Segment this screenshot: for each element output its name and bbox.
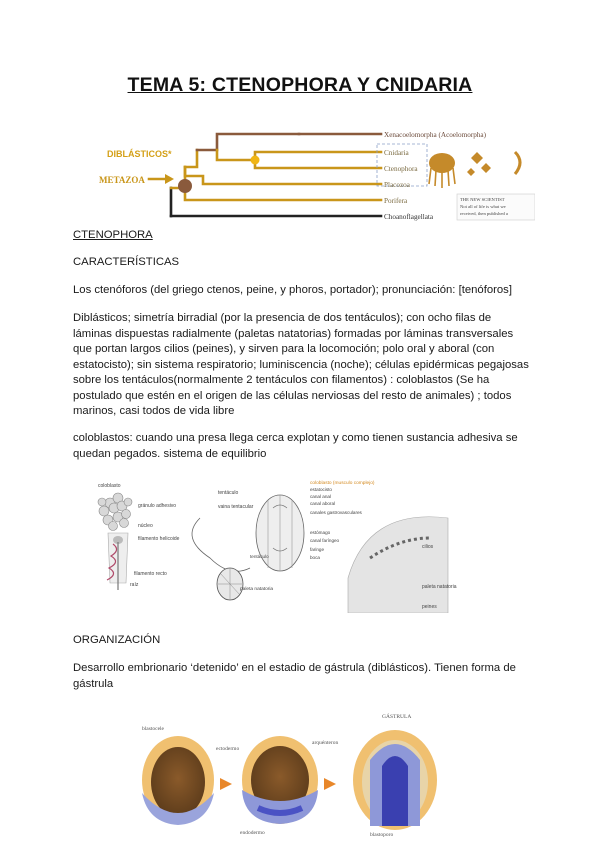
label-filamento-helicoide: filamento helicoide (138, 536, 180, 542)
label-canal-aboral: canal aboral (310, 501, 336, 506)
label-estatocisto: estatocisto (310, 487, 332, 492)
label-arquenteron: arquénteron (312, 740, 339, 746)
label-nucleo: núcleo (138, 523, 153, 529)
comb-row-illustration (348, 517, 457, 613)
label-coloblasto: coloblasto (98, 483, 121, 489)
label-boca: boca (310, 555, 320, 560)
label-canales-gastro: canales gastrovasculares (310, 510, 362, 515)
ctenophore-anatomy-figure (80, 478, 520, 613)
taxon-ctenophora: Ctenophora (384, 165, 418, 173)
cnidarian-illustration (429, 152, 520, 188)
label-tentaculo: tentáculo (218, 490, 239, 496)
label-blastoporo: blastoporo (370, 832, 394, 838)
label-canal-faringeo: canal faríngeo (310, 538, 340, 543)
early-gastrula-illustration (242, 736, 318, 824)
label-paleta-natatoria-1: paleta natatoria (240, 587, 274, 592)
label-canal-anal: canal anal (310, 494, 331, 499)
taxon-porifera: Porifera (384, 197, 408, 205)
phylogeny-figure (95, 120, 535, 232)
heading-organizacion: ORGANIZACIÓN (73, 634, 161, 646)
metazoa-node (178, 179, 192, 193)
label-tentaculo-2: tentáculo (250, 554, 269, 559)
label-faringe: faringe (310, 547, 325, 552)
heading-ctenophora: CTENOPHORA (73, 229, 153, 241)
taxon-placozoa: Placozoa (384, 181, 410, 189)
paragraph-ctenoforos: Los ctenóforos (del griego ctenos, peine, y phoros, portador); pronunciación: [tenóforos] (73, 284, 512, 296)
metazoa-label: METAZOA (99, 175, 145, 185)
label-ectodermo: ectodermo (216, 746, 240, 752)
label-raiz: raíz (130, 582, 139, 588)
inset-line-2: Not all of life is what we (460, 204, 506, 209)
label-coloblasto-orange: coloblasto (musculo complejo) (310, 481, 375, 486)
label-filamento-recto: filamento recto (134, 571, 167, 577)
label-blastocele: blastocele (142, 726, 164, 732)
taxon-choanoflagellata: Choanoflagellata (384, 213, 434, 221)
coloblast-illustration (98, 483, 180, 590)
ctenophore-section-illustration (218, 480, 375, 571)
label-gastrula: GÁSTRULA (382, 714, 412, 720)
paragraph-coloblastos: coloblastos: cuando una presa llega cerca explotan y como tienen sustancia adhesiva se quedan pegados. sistema de equilibrio (73, 432, 518, 460)
blastula-illustration (142, 736, 214, 825)
label-cilios: cilios (422, 544, 434, 550)
inset-line-1: THE NEW SCIENTIST (460, 197, 505, 202)
paragraph-caracteristicas: Diblásticos; simetría birradial (por la presencia de dos tentáculos); con ocho filas de láminas dispuestas radialmente (paletas natatorias) formadas por láminas transversales que portan largos cilios (peines), y sirven para la locomoción; polo oral y aboral (con estatocisto); sin sistema respiratorio; luminiscencia (noche); células epidérmicas pegajosas sobre los tentáculos(normalmente 2 tentáculos con filamentos) : coloblastos (Se ha postulado que estén en el origen de las células nerviosas del resto de animales) ; todos marinos, casi todos de vida libre (73, 312, 529, 417)
label-peines: peines (422, 604, 437, 610)
taxon-xenacoelomorpha: Xenacoelomorpha (Acoelomorpha) (384, 131, 486, 139)
label-vaina: vaina tentacular (218, 504, 254, 510)
label-granulo: gránulo adhesivo (138, 503, 177, 509)
label-paleta-natatoria-2: paleta natatoria (422, 584, 457, 590)
paragraph-desarrollo: Desarrollo embrionario ‘detenido’ en el estadio de gástrula (diblásticos). Tienen forma de gástrula (73, 662, 516, 690)
label-estomago: estómago (310, 530, 331, 535)
diblasticos-label: DIBLÁSTICOS* (107, 149, 172, 159)
gastrula-illustration (353, 730, 437, 830)
inset-line-3: received, then published a (460, 211, 508, 216)
taxon-cnidaria: Cnidaria (384, 149, 409, 157)
heading-caracteristicas: CARACTERÍSTICAS (73, 256, 180, 268)
diblastic-node (251, 156, 260, 165)
gastrulation-figure (130, 708, 470, 838)
page-title: TEMA 5: CTENOPHORA Y CNIDARIA (127, 74, 473, 96)
label-endodermo: endodermo (240, 830, 265, 836)
